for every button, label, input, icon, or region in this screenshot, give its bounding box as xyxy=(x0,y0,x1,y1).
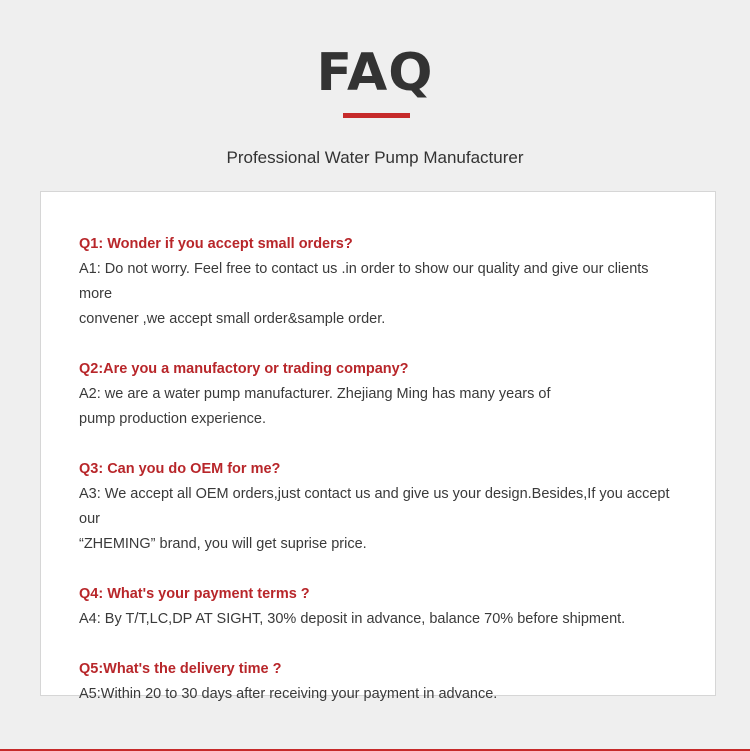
faq-question: Q4: What's your payment terms ? xyxy=(79,586,310,602)
faq-card xyxy=(40,191,716,702)
faq-answer: A5:Within 20 to 30 days after receiving your payment in advance. xyxy=(79,686,498,702)
faq-item-4 xyxy=(79,582,679,632)
faq-question: Q2:Are you a manufactory or trading company? xyxy=(79,361,409,377)
faq-question: Q5:What's the delivery time ? xyxy=(79,661,282,677)
faq-answer: A2: we are a water pump manufacturer. Zhejiang Ming has many years of pump production experience. xyxy=(79,386,551,427)
faq-question: Q1: Wonder if you accept small orders? xyxy=(79,236,353,252)
faq-item-3 xyxy=(79,457,679,557)
title-underline xyxy=(343,113,410,118)
faq-item-1 xyxy=(79,232,679,332)
faq-item-2 xyxy=(79,357,679,432)
faq-answer: A1: Do not worry. Feel free to contact us .in order to show our quality and give our clients more convener ,we accept small order&sample order. xyxy=(79,261,649,327)
page-subtitle: Professional Water Pump Manufacturer xyxy=(226,148,524,167)
faq-answer: A3: We accept all OEM orders,just contact us and give us your design.Besides,If you accept our “ZHEMING” brand, you will get suprise price. xyxy=(79,486,670,552)
faq-list xyxy=(79,232,679,732)
faq-item-5 xyxy=(79,657,679,707)
faq-answer: A4: By T/T,LC,DP AT SIGHT, 30% deposit in advance, balance 70% before shipment. xyxy=(79,611,626,627)
page-title: FAQ xyxy=(316,43,434,103)
faq-question: Q3: Can you do OEM for me? xyxy=(79,461,281,477)
